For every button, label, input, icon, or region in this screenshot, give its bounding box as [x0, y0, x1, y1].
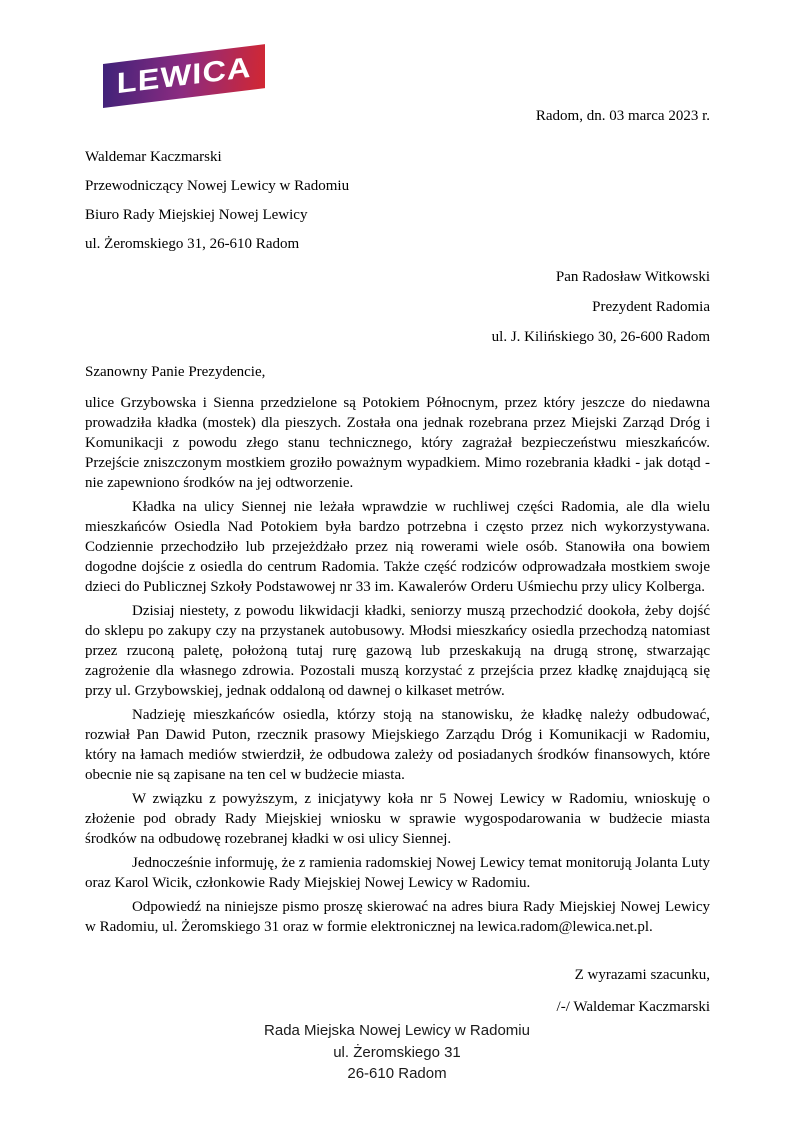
paragraph-3: Dzisiaj niestety, z powodu likwidacji kładki, seniorzy muszą przechodzić dookoła, żeby dojść do sklepu po zakupy czy na przystanek autobusowy. Młodsi mieszkańcy osiedla przechodzą natomiast przez rzuconą paletę, położoną tutaj rurę gazową lub przeskakują na drugą stronę, stwarzając zagrożenie dla własnego zdrowia. Pozostali muszą korzystać z przejścia przez kładkę znajdującą się przy ul. Grzybowskiej, jednak oddaloną od dawnej o kilkaset metrów. — [85, 603, 710, 699]
paragraph-7: Odpowiedź na niniejsze pismo proszę skierować na adres biura Rady Miejskiej Nowej Lewicy w Radomiu, ul. Żeromskiego 31 oraz w formie elektronicznej na lewica.radom@lewica.net.pl. — [85, 899, 710, 935]
sender-title: Przewodniczący Nowej Lewicy w Radomiu — [85, 178, 350, 194]
lewica-logo-text: LEWICA — [116, 51, 252, 100]
footer — [0, 1020, 794, 1085]
paragraph-4: Nadzieję mieszkańców osiedla, którzy stoją na stanowisku, że kładkę należy odbudować, rozwiał Pan Dawid Puton, rzecznik prasowy Miejskiego Zarządu Dróg i Komunikacji w Radomiu, który na łamach mediów stwierdził, że odbudowa zależy od posiadanych środków finansowych, które obecnie nie są zapisane na ten cel w budżecie miasta. — [85, 707, 710, 783]
sender-name: Waldemar Kaczmarski — [85, 149, 222, 165]
paragraph-2: Kładka na ulicy Siennej nie leżała wprawdzie w ruchliwej części Radomia, ale dla wielu mieszkańców Osiedla Nad Potokiem była bardzo potrzebna i często przez nich wykorzystywana. Codziennie przechodziło lub przejeżdżało przez nią rowerami wiele osób. Stanowiła ona bowiem dogodne dojście z osiedla do centrum Radomia. Także część rodziców odprowadzała mostkiem swoje dzieci do Publicznej Szkoły Podstawowej nr 33 im. Kawalerów Orderu Uśmiechu przy ulicy Kolberga. — [85, 499, 710, 595]
footer-street: ul. Żeromskiego 31 — [333, 1043, 461, 1061]
closing-block — [85, 959, 710, 1023]
salutation: Szanowny Panie Prezydencie, — [85, 364, 266, 380]
sender-block — [85, 143, 710, 259]
letter-content — [85, 0, 710, 1023]
date-line: Radom, dn. 03 marca 2023 r. — [535, 108, 710, 124]
footer-org: Rada Miejska Nowej Lewicy w Radomiu — [264, 1022, 530, 1039]
sender-address: ul. Żeromskiego 31, 26-610 Radom — [85, 236, 300, 252]
letter-body — [85, 393, 710, 937]
paragraph-5: W związku z powyższym, z inicjatywy koła nr 5 Nowej Lewicy w Radomiu, wnioskuję o złożenie pod obrady Rady Miejskiej wniosku w sprawie wygospodarowania w budżecie miasta środków na odbudowę rozebranej kładki w osi ulicy Siennej. — [85, 791, 710, 847]
recipient-block — [85, 262, 710, 352]
valediction: Z wyrazami szacunku, — [574, 967, 710, 983]
sender-office: Biuro Rady Miejskiej Nowej Lewicy — [85, 207, 308, 223]
recipient-name: Pan Radosław Witkowski — [555, 269, 710, 285]
paragraph-6: Jednocześnie informuję, że z ramienia radomskiej Nowej Lewicy temat monitorują Jolanta Luty oraz Karol Wicik, członkowie Rady Miejskiej Nowej Lewicy w Radomiu. — [85, 855, 710, 891]
footer-city: 26-610 Radom — [347, 1065, 447, 1082]
recipient-address: ul. J. Kilińskiego 30, 26-600 Radom — [491, 329, 710, 345]
signature: /-/ Waldemar Kaczmarski — [556, 999, 710, 1015]
paragraph-1: ulice Grzybowska i Sienna przedzielone są Potokiem Północnym, przez który jeszcze do niedawna prowadziła kładka (mostek) dla pieszych. Została ona jednak rozebrana przez Miejski Zarząd Dróg i Komunikacji z powodu złego stanu technicznego, który zagrażał bezpieczeństwu mieszkańców. Przejście zniszczonym mostkiem groziło poważnym wypadkiem. Mimo rozebrania kładki - jak dotąd - nie zapewniono środków na jej odtworzenie. — [85, 395, 710, 491]
recipient-title: Prezydent Radomia — [592, 299, 710, 315]
